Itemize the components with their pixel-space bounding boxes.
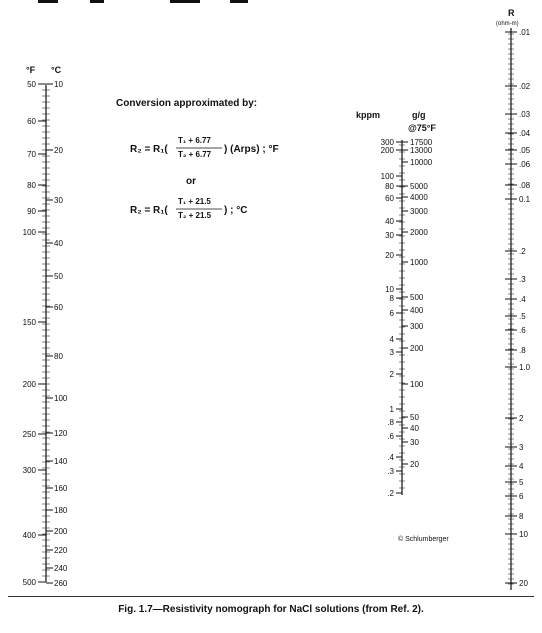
kppm-tick-label: 3 <box>389 348 394 357</box>
fahrenheit-tick-label: 50 <box>27 80 36 89</box>
celsius-tick-label: 260 <box>54 579 68 588</box>
gg-tick-label: 200 <box>410 344 424 353</box>
fahrenheit-tick-label: 150 <box>22 318 36 327</box>
resistivity-tick-label: .4 <box>519 295 526 304</box>
kppm-header: kppm <box>356 110 381 120</box>
resistivity-tick-label: 2 <box>519 414 524 423</box>
resistivity-tick-label: 20 <box>519 579 528 588</box>
celsius-tick-label: 20 <box>54 146 63 155</box>
kppm-tick-label: 30 <box>385 231 394 240</box>
gg-tick-label: 50 <box>410 413 419 422</box>
fahrenheit-tick-label: 80 <box>27 181 36 190</box>
resistivity-unit: (ohm-m) <box>496 21 519 27</box>
formula-title: Conversion approximated by: <box>116 98 258 109</box>
concentration-scale <box>356 110 449 543</box>
resistivity-tick-label: 1.0 <box>519 363 531 372</box>
resistivity-tick-label: .2 <box>519 247 526 256</box>
gg-tick-label: 3000 <box>410 207 428 216</box>
celsius-tick-label: 10 <box>54 80 63 89</box>
fahrenheit-tick-label: 90 <box>27 207 36 216</box>
kppm-tick-label: 40 <box>385 217 394 226</box>
gg-tick-label: 40 <box>410 424 419 433</box>
gg-tick-label: 13000 <box>410 146 433 155</box>
kppm-tick-label: 80 <box>385 182 394 191</box>
celsius-header: °C <box>51 65 62 75</box>
celsius-labels <box>54 80 68 588</box>
gg-tick-label: 300 <box>410 322 424 331</box>
kppm-tick-label: 300 <box>380 138 394 147</box>
formula-f-suffix: ) (Arps) ; °F <box>224 144 279 155</box>
caption-divider <box>8 596 534 597</box>
gg-ticks <box>402 142 408 464</box>
kppm-tick-label: 200 <box>380 146 394 155</box>
celsius-tick-label: 180 <box>54 506 68 515</box>
fahrenheit-labels <box>23 80 37 587</box>
kppm-tick-label: 1 <box>389 405 394 414</box>
kppm-ticks <box>396 142 405 493</box>
gg-tick-label: 10000 <box>410 158 433 167</box>
fahrenheit-tick-label: 200 <box>22 380 36 389</box>
kppm-tick-label: 6 <box>389 309 394 318</box>
celsius-tick-label: 240 <box>54 564 68 573</box>
resistivity-tick-label: .05 <box>519 146 531 155</box>
formula-or: or <box>186 176 196 187</box>
celsius-tick-label: 60 <box>54 303 63 312</box>
resistivity-tick-label: .06 <box>519 160 531 169</box>
gg-tick-label: 30 <box>410 438 419 447</box>
fahrenheit-tick-label: 300 <box>22 466 36 475</box>
kppm-tick-label: 8 <box>389 294 394 303</box>
resistivity-tick-label: .3 <box>519 275 526 284</box>
resistivity-tick-label: .5 <box>519 312 526 321</box>
crop-mark <box>38 0 58 3</box>
resistivity-header: R <box>508 8 515 18</box>
kppm-tick-label: 100 <box>380 172 394 181</box>
fahrenheit-tick-label: 400 <box>22 531 36 540</box>
fahrenheit-tick-label: 100 <box>22 228 36 237</box>
kppm-tick-label: .6 <box>387 432 394 441</box>
resistivity-tick-label: .04 <box>519 129 531 138</box>
kppm-labels <box>381 138 395 498</box>
temperature-scale <box>23 65 68 588</box>
resistivity-tick-label: .02 <box>519 82 531 91</box>
kppm-tick-label: 2 <box>389 370 394 379</box>
gg-labels <box>410 138 433 469</box>
resistivity-tick-label: .8 <box>519 346 526 355</box>
crop-mark <box>230 0 248 3</box>
gg-tick-label: 17500 <box>410 138 433 147</box>
resistivity-tick-label: 4 <box>519 462 524 471</box>
fahrenheit-header: °F <box>26 65 36 75</box>
resistivity-tick-label: .6 <box>519 326 526 335</box>
celsius-ticks <box>46 84 53 583</box>
resistivity-tick-label: 6 <box>519 492 524 501</box>
kppm-tick-label: .2 <box>387 489 394 498</box>
kppm-tick-label: 60 <box>385 194 394 203</box>
resistivity-labels <box>519 28 531 588</box>
credit: © Schlumberger <box>398 536 449 543</box>
crop-mark <box>170 0 200 3</box>
kppm-tick-label: .8 <box>387 418 394 427</box>
gg-tick-label: 100 <box>410 380 424 389</box>
resistivity-scale <box>496 8 531 590</box>
resistivity-tick-label: 3 <box>519 443 524 452</box>
resistivity-tick-label: 5 <box>519 478 524 487</box>
resistivity-tick-label: 10 <box>519 530 528 539</box>
celsius-tick-label: 220 <box>54 546 68 555</box>
gg-tick-label: 4000 <box>410 193 428 202</box>
gg-tick-label: 20 <box>410 460 419 469</box>
resistivity-tick-label: 8 <box>519 512 524 521</box>
formula-c-suffix: ) ; °C <box>224 205 248 216</box>
figure-caption: Fig. 1.7—Resistivity nomograph for NaCl solutions (from Ref. 2). <box>118 604 424 615</box>
celsius-tick-label: 30 <box>54 196 63 205</box>
celsius-tick-label: 80 <box>54 352 63 361</box>
gg-tick-label: 5000 <box>410 182 428 191</box>
resistivity-tick-label: .01 <box>519 28 531 37</box>
kppm-tick-label: 20 <box>385 251 394 260</box>
formula-c-denominator: T₂ + 21.5 <box>178 211 212 220</box>
formula-c-lhs: R₂ = R₁( <box>130 205 168 216</box>
celsius-tick-label: 200 <box>54 527 68 536</box>
gg-tick-label: 1000 <box>410 258 428 267</box>
gg-tick-label: 2000 <box>410 228 428 237</box>
fahrenheit-tick-label: 250 <box>22 430 36 439</box>
kppm-tick-label: .3 <box>387 467 394 476</box>
crop-mark <box>90 0 104 3</box>
celsius-tick-label: 120 <box>54 429 68 438</box>
gg-tick-label: 400 <box>410 306 424 315</box>
resistivity-tick-label: .08 <box>519 181 531 190</box>
formula-f-numerator: T₁ + 6.77 <box>178 136 211 145</box>
fahrenheit-ticks <box>38 84 50 582</box>
celsius-tick-label: 40 <box>54 239 63 248</box>
resistivity-tick-label: .03 <box>519 110 531 119</box>
gg-subheader: @75°F <box>408 123 436 133</box>
formula-f-denominator: T₂ + 6.77 <box>178 150 212 159</box>
celsius-tick-label: 160 <box>54 484 68 493</box>
formula-c-numerator: T₁ + 21.5 <box>178 197 211 206</box>
celsius-tick-label: 140 <box>54 457 68 466</box>
gg-header: g/g <box>412 110 426 120</box>
fahrenheit-tick-label: 500 <box>22 578 36 587</box>
kppm-tick-label: .4 <box>387 453 394 462</box>
celsius-tick-label: 100 <box>54 394 68 403</box>
celsius-tick-label: 50 <box>54 272 63 281</box>
fahrenheit-tick-label: 60 <box>27 117 36 126</box>
kppm-tick-label: 4 <box>389 335 394 344</box>
gg-tick-label: 500 <box>410 293 424 302</box>
resistivity-tick-label: 0.1 <box>519 195 531 204</box>
formula-f-lhs: R₂ = R₁( <box>130 144 168 155</box>
kppm-tick-label: 10 <box>385 285 394 294</box>
conversion-formula <box>116 98 279 220</box>
fahrenheit-tick-label: 70 <box>27 150 36 159</box>
